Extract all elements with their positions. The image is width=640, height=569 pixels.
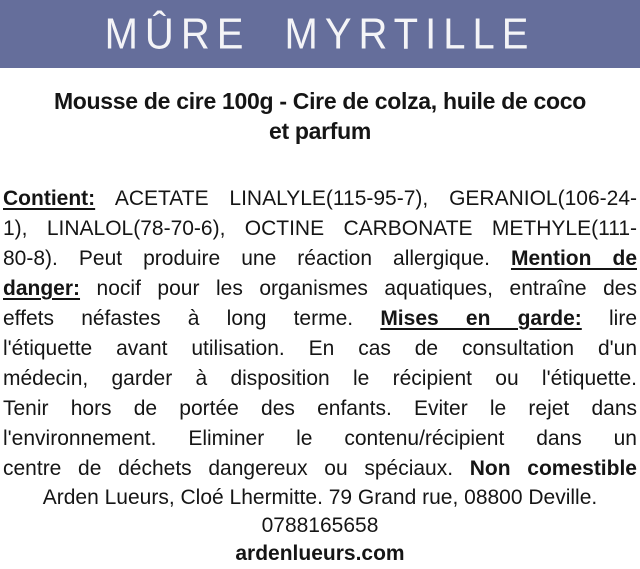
mention-de-danger-label: Mention de (510, 247, 637, 270)
ingredients-text: ACETATE LINALYLE(115-95-7), GERANIOL(106-24- (95, 187, 637, 210)
precaution-text: Tenir hors de portée des enfants. Eviter le rejet dans (3, 397, 637, 420)
paragraph-line (3, 304, 637, 334)
paragraph-line (3, 244, 637, 274)
non-comestible-label: Non comestible (469, 457, 637, 480)
mises-en-garde-label: Mises en garde: (380, 307, 582, 330)
label-footer (0, 484, 640, 568)
precaution-text: l'étiquette avant utilisation. En cas de consultation d'un (3, 337, 637, 360)
subtitle-line-1: Mousse de cire 100g - Cire de colza, huile de coco (53, 88, 587, 114)
hazard-text: nocif pour les organismes aquatiques, entraîne des (80, 277, 637, 300)
paragraph-line (3, 274, 637, 304)
paragraph-line (3, 334, 637, 364)
title-banner (0, 0, 640, 68)
paragraph-line (3, 394, 637, 424)
paragraph-line (3, 424, 637, 454)
paragraph-line (3, 454, 637, 484)
ingredients-text: 1), LINALOL(78-70-6), OCTINE CARBONATE METHYLE(111- (3, 217, 637, 240)
subtitle-line-2: et parfum (268, 118, 372, 144)
allergy-warning-text: 80-8). Peut produire une réaction allergique. (3, 247, 511, 270)
contient-label: Contient: (3, 187, 96, 210)
phone-number: 0788165658 (261, 514, 379, 537)
precaution-text: centre de déchets dangereux ou spéciaux. (3, 457, 470, 480)
paragraph-line (3, 184, 637, 214)
address-line: Arden Lueurs, Cloé Lhermitte. 79 Grand rue, 08800 Deville. (42, 486, 598, 509)
product-subtitle (0, 86, 640, 146)
safety-paragraph (0, 184, 640, 484)
hazard-text: effets néfastes à long terme. (3, 307, 381, 330)
paragraph-line (3, 214, 637, 244)
precaution-text: lire (581, 307, 637, 330)
product-name: MÛRE MYRTILLE (104, 9, 536, 58)
precaution-text: l'environnement. Eliminer le contenu/récipient dans un (3, 427, 637, 450)
precaution-text: médecin, garder à disposition le récipient ou l'étiquette. (3, 367, 637, 390)
paragraph-line (3, 364, 637, 394)
mention-de-danger-label: danger: (3, 277, 81, 300)
website: ardenlueurs.com (235, 542, 405, 565)
